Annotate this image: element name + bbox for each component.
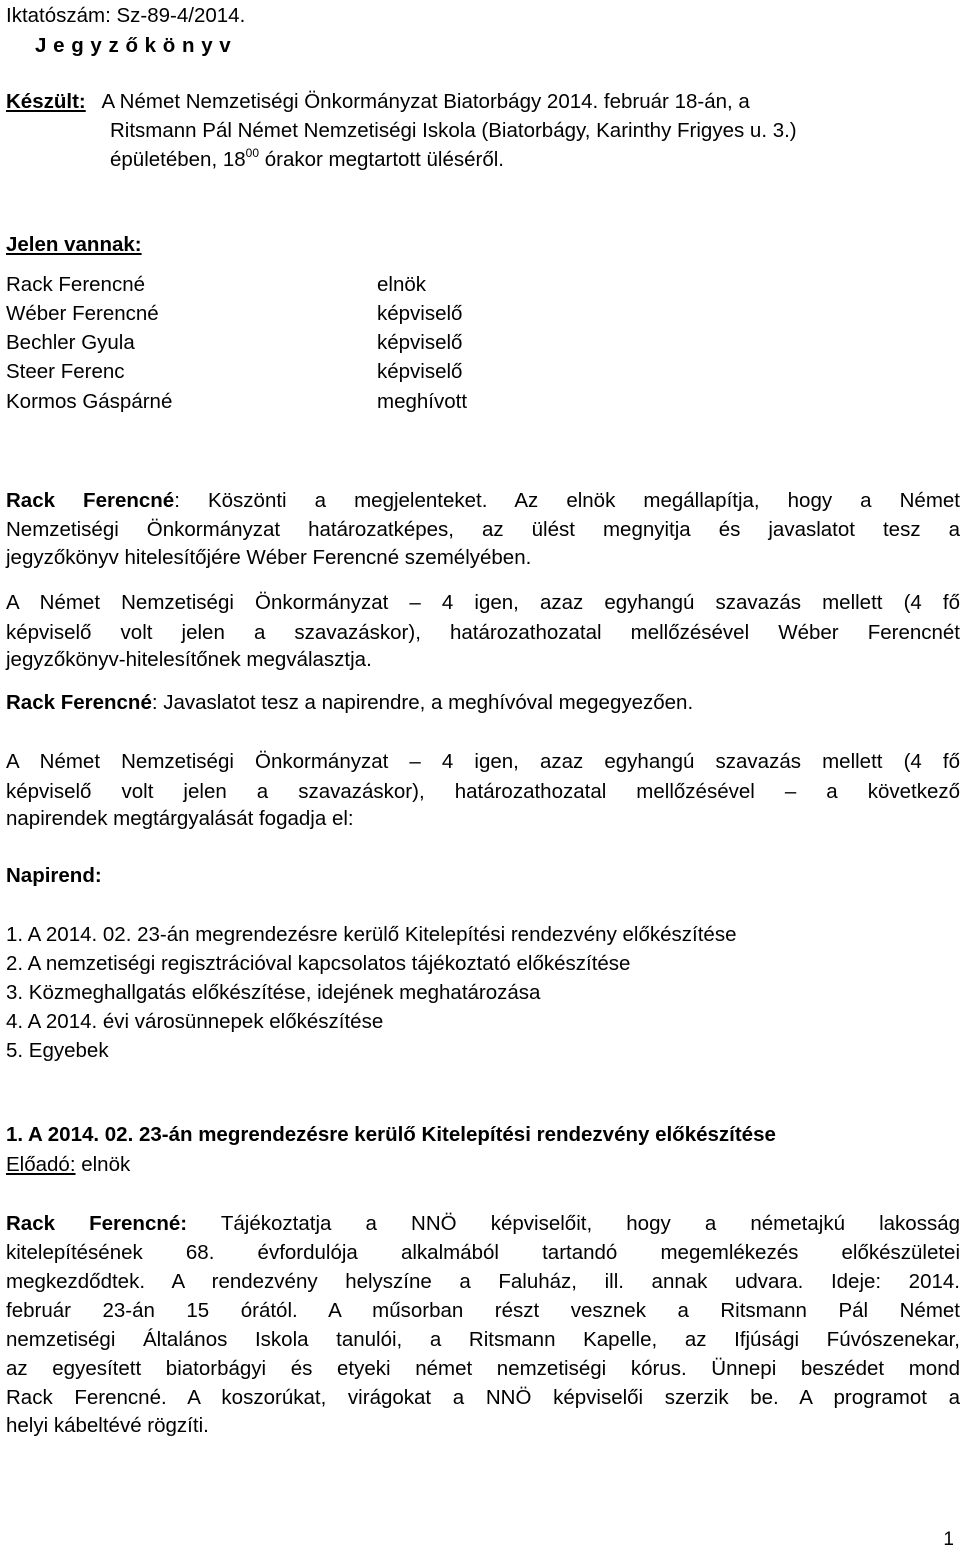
p3-text: : Javaslatot tesz a napirendre, a meghívóval megegyezően.: [151, 691, 694, 714]
member-role: képviselő: [377, 331, 463, 354]
member-name: Wéber Ferencné: [6, 302, 159, 325]
made-text-3b: órakor megtartott üléséről.: [259, 148, 504, 171]
s1-line-7: Rack Ferencné. A koszorúkat, virágokat a NNÖ képviselői szerzik be. A programot a: [6, 1386, 960, 1409]
s1-line-6: az egyesített biatorbágyi és etyeki német nemzetiségi kórus. Ünnepi beszédet mond: [6, 1357, 960, 1380]
member-name: Kormos Gáspárné: [6, 390, 173, 413]
p3-line: [6, 690, 693, 716]
s1-line-1: [6, 1209, 960, 1238]
p4-line-1: A Német Nemzetiségi Önkormányzat – 4 igen, azaz egyhangú szavazás mellett (4 fő: [6, 750, 960, 773]
made-label: Készült:: [6, 90, 86, 113]
speaker-name: Rack Ferencné: [6, 691, 152, 714]
s1-text-1: Tájékoztatja a NNÖ képviselőit, hogy a németajkú lakosság: [187, 1212, 960, 1235]
p1-line-1: [6, 486, 960, 515]
made-line-2: Ritsmann Pál Német Nemzetiségi Iskola (Biatorbágy, Karinthy Frigyes u. 3.): [110, 119, 797, 142]
agenda-item: 3. Közmeghallgatás előkészítése, idejének meghatározása: [6, 981, 541, 1004]
p2-line-3: jegyzőkönyv-hitelesítőnek megválasztja.: [6, 648, 372, 671]
agenda-heading: Napirend:: [6, 864, 102, 887]
speaker-name: Rack Ferencné:: [6, 1212, 188, 1235]
member-name: Steer Ferenc: [6, 360, 125, 383]
page-number: 1: [943, 1529, 954, 1550]
member-role: képviselő: [377, 302, 463, 325]
s1-line-4: február 23-án 15 órától. A műsorban részt vesznek a Ritsmann Pál Német: [6, 1299, 960, 1322]
agenda-item: 1. A 2014. 02. 23-án megrendezésre kerülő Kitelepítési rendezvény előkészítése: [6, 923, 737, 946]
p4-line-2: képviselő volt jelen a szavazáskor), határozathozatal mellőzésével – a következő: [6, 780, 960, 803]
member-role: meghívott: [377, 390, 468, 413]
p1-text-1: : Köszönti a megjelenteket. Az elnök megállapítja, hogy a Német: [174, 489, 960, 512]
agenda-item: 4. A 2014. évi városünnepek előkészítése: [6, 1010, 384, 1033]
s1-line-8: helyi kábeltévé rögzíti.: [6, 1414, 209, 1437]
agenda-item: 5. Egyebek: [6, 1039, 109, 1062]
p2-line-1: A Német Nemzetiségi Önkormányzat – 4 igen, azaz egyhangú szavazás mellett (4 fő: [6, 591, 960, 614]
made-text-3a: épületében, 18: [110, 148, 246, 171]
made-text-1: A Német Nemzetiségi Önkormányzat Biatorbágy 2014. február 18-án, a: [101, 90, 750, 113]
member-role: képviselő: [377, 360, 463, 383]
document-title: J e g y z ő k ö n y v: [35, 34, 232, 57]
presenter-line: [6, 1152, 130, 1178]
made-line-1: [6, 89, 750, 115]
agenda-item: 2. A nemzetiségi regisztrációval kapcsolatos tájékoztató előkészítése: [6, 952, 631, 975]
time-superscript: 00: [245, 146, 260, 160]
speaker-name: Rack Ferencné: [6, 489, 175, 512]
presenter-label: Előadó:: [6, 1153, 76, 1176]
p4-line-3: napirendek megtárgyalását fogadja el:: [6, 807, 354, 830]
p2-line-2: képviselő volt jelen a szavazáskor), határozathozatal mellőzésével Wéber Ferencnét: [6, 621, 960, 644]
presenter-value: elnök: [75, 1153, 131, 1176]
registration-number: Iktatószám: Sz-89-4/2014.: [6, 4, 246, 27]
s1-line-2: kitelepítésének 68. évfordulója alkalmából tartandó megemlékezés előkészületei: [6, 1241, 960, 1264]
attendance-heading: Jelen vannak:: [6, 233, 142, 256]
p1-line-3: jegyzőkönyv hitelesítőjére Wéber Ferencné személyében.: [6, 546, 532, 569]
section-heading: 1. A 2014. 02. 23-án megrendezésre kerülő Kitelepítési rendezvény előkészítése: [6, 1123, 776, 1146]
s1-line-3: megkezdődtek. A rendezvény helyszíne a Faluház, ill. annak udvara. Ideje: 2014.: [6, 1270, 960, 1293]
member-name: Bechler Gyula: [6, 331, 135, 354]
member-role: elnök: [377, 273, 427, 296]
made-line-3: [110, 147, 504, 173]
p1-line-2: Nemzetiségi Önkormányzat határozatképes, az ülést megnyitja és javaslatot tesz a: [6, 518, 960, 541]
s1-line-5: nemzetiségi Általános Iskola tanulói, a Ritsmann Kapelle, az Ifjúsági Fúvószenekar,: [6, 1328, 960, 1351]
member-name: Rack Ferencné: [6, 273, 146, 296]
